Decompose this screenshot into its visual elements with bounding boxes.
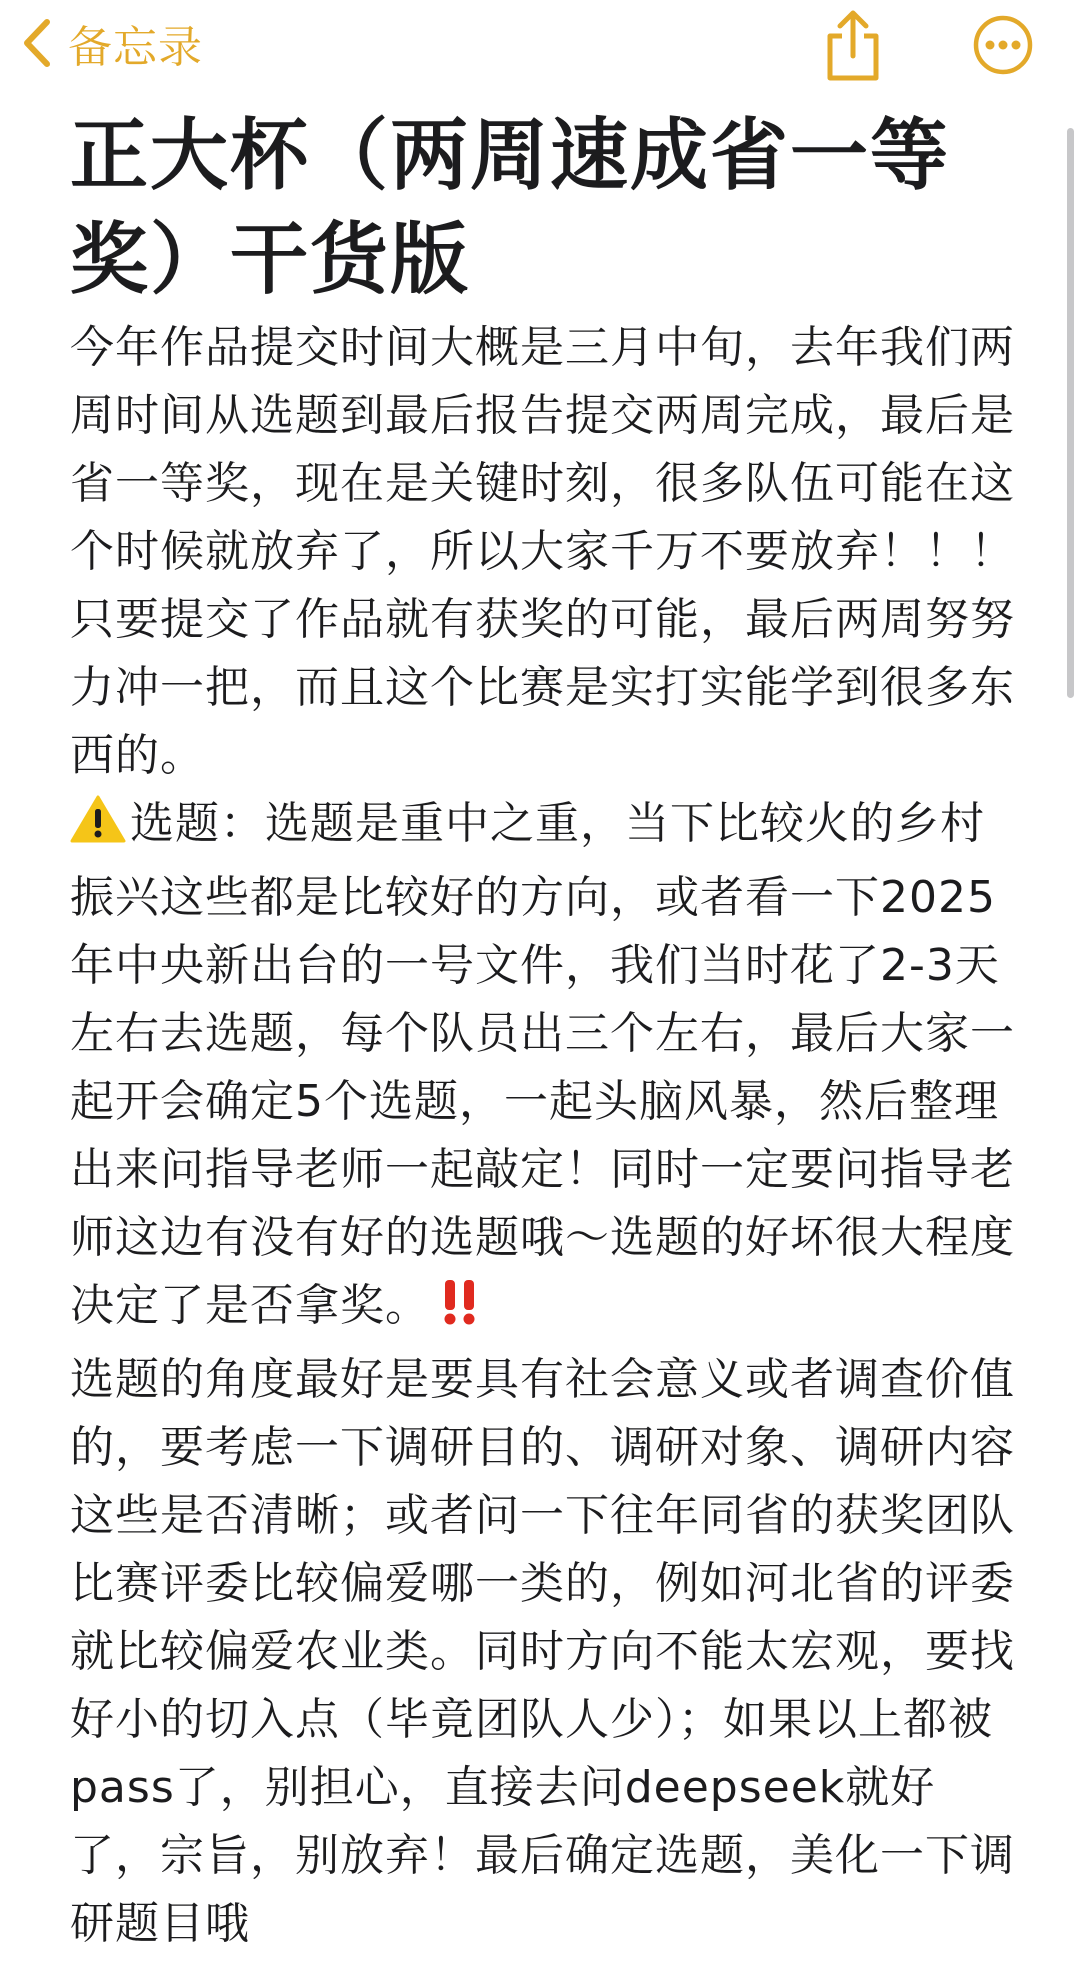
scroll-indicator[interactable] [1067, 128, 1074, 698]
share-icon [820, 69, 886, 88]
note-paragraph-topic [70, 790, 1020, 1346]
back-button-label: 备忘录 [68, 22, 203, 73]
warning-icon [70, 794, 126, 864]
share-button[interactable] [820, 6, 886, 84]
note-paragraph-angle: 选题的角度最好是要具有社会意义或者调查价值的，要考虑一下调研目的、调研对象、调研内容这些是否清晰；或者问一下往年同省的获奖团队比赛评委比较偏爱哪一类的，例如河北省的评委就比较偏爱农业类。同时方向不能太宏观，要找好小的切入点（毕竟团队人少）；如果以上都被pass了，别担心，直接去问deepseek就好了，宗旨，别放弃！最后确定选题，美化一下调研题目哦 [70, 1354, 1015, 1949]
more-options-button[interactable] [972, 14, 1034, 76]
back-button[interactable] [22, 10, 203, 76]
note-body[interactable] [70, 104, 1020, 1958]
note-paragraph-intro: 今年作品提交时间大概是三月中旬，去年我们两周时间从选题到最后报告提交两周完成，最后是省一等奖，现在是关键时刻，很多队伍可能在这个时候就放弃了，所以大家千万不要放弃！！！只要提交了作品就有获奖的可能，最后两周努努力冲一把，而且这个比赛是实打实能学到很多东西的。 [70, 322, 1015, 781]
more-icon [972, 61, 1034, 80]
topic-text: 选题：选题是重中之重，当下比较火的乡村振兴这些都是比较好的方向，或者看一下2025年中央新出台的一号文件，我们当时花了2-3天左右去选题，每个队员出三个左右，最后大家一起开会确定5个选题，一起头脑风暴，然后整理出来问指导老师一起敲定！同时一定要问指导老师这边有没有好的选题哦～选题的好坏很大程度决定了是否拿奖。 [70, 798, 1015, 1331]
chevron-left-icon [22, 18, 52, 68]
note-title: 正大杯（两周速成省一等奖）干货版 [70, 111, 951, 305]
double-exclamation-icon [440, 1278, 480, 1346]
navigation-bar [0, 0, 1080, 90]
